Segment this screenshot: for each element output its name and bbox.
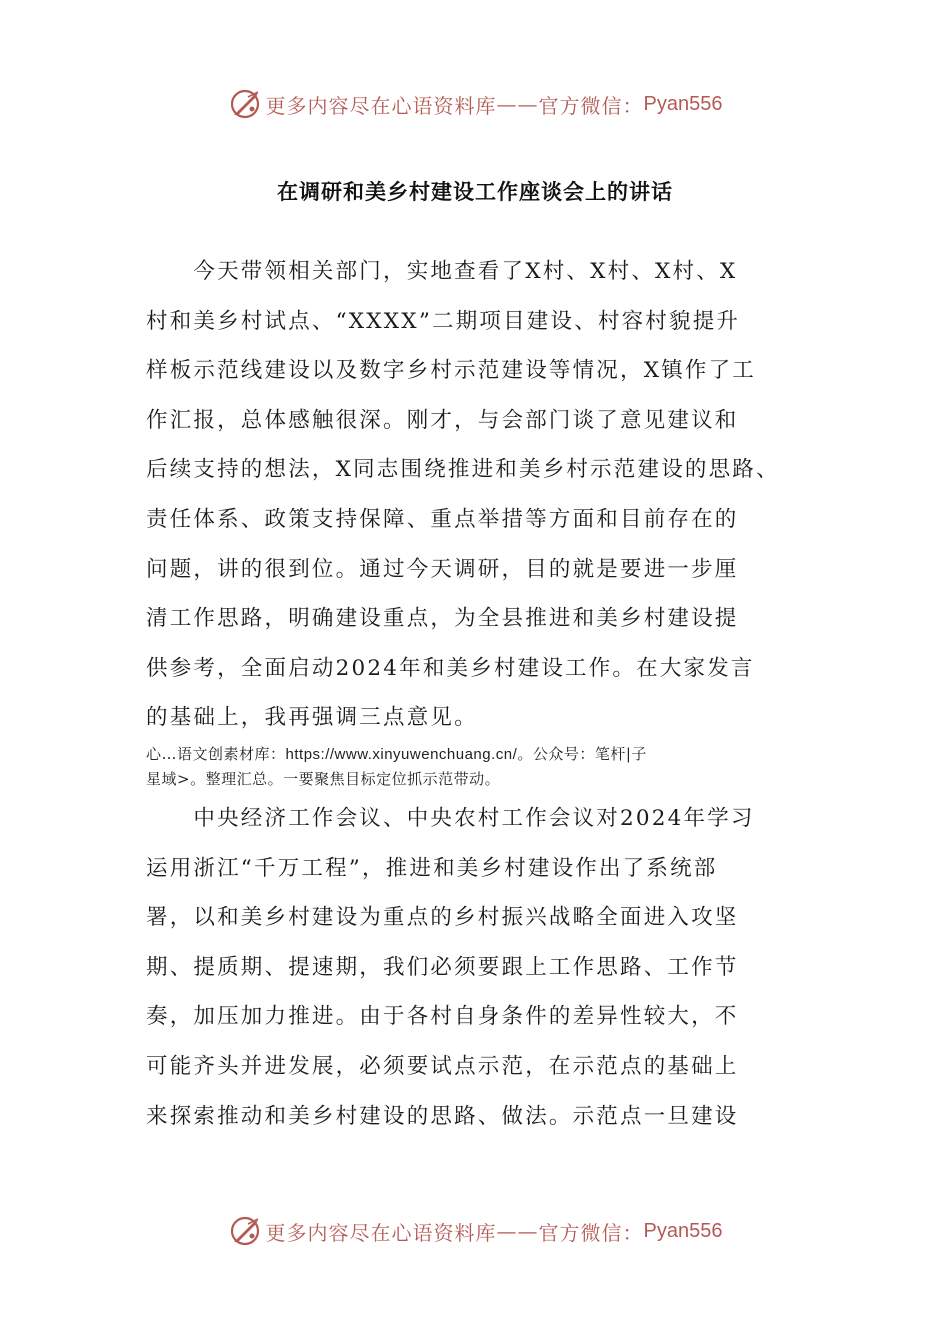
paragraph-1: 今天带领相关部门，实地查看了X村、X村、X村、X 村和美乡村试点、“XXXX”二期项目建设、村容村貌提升 样板示范线建设以及数字乡村示范建设等情况，X镇作了工 作汇报，总体感触很深。刚才，与会部门谈了意见建议和 后续支持的想法，X同志围绕推进和美乡村示范建设的思路、 责任体系、政策支持保障、重点举措等方面和目前存在的 问题，讲的很到位。通过今天调研，目的就是要进一步厘 清工作思路，明确建设重点，为全县推进和美乡村建设提 供参考，全面启动2024年和美乡村建设工作。在大家发言 的基础上，我再强调三点意见。 — [146, 259, 780, 731]
footer-separator: —— — [496, 1219, 539, 1243]
header-banner — [0, 84, 950, 124]
document-title: 在调研和美乡村建设工作座谈会上的讲话 — [277, 180, 673, 204]
source-note-prefix: 心…语文创素材库： — [146, 745, 286, 763]
footer-wechat-id: Pyan556 — [643, 1219, 723, 1242]
source-note — [146, 742, 816, 791]
banner-wechat-label: 官方微信： — [538, 93, 644, 118]
source-note-suffix: 。公众号：笔杆|子 星域>。整理汇总。一要聚焦目标定位抓示范带动。 — [146, 745, 647, 788]
footer-banner — [0, 1211, 950, 1251]
footer-wechat-label: 官方微信： — [538, 1220, 644, 1245]
quill-logo-icon — [228, 87, 262, 121]
source-note-url[interactable]: https://www.xinyuwenchuang.cn/ — [285, 746, 518, 763]
quill-logo-icon — [228, 1214, 262, 1248]
banner-slogan: 更多内容尽在心语资料库 — [265, 93, 497, 118]
banner-wechat-id: Pyan556 — [643, 92, 723, 115]
footer-slogan: 更多内容尽在心语资料库 — [265, 1220, 497, 1245]
banner-separator: —— — [496, 92, 539, 116]
paragraph-2: 中央经济工作会议、中央农村工作会议对2024年学习 运用浙江“千万工程”，推进和美乡村建设作出了系统部 署，以和美乡村建设为重点的乡村振兴战略全面进入攻坚 期、提质期、提速期，我们必须要跟上工作思路、工作节 奏，加压加力推进。由于各村自身条件的差异性较大，不 可能齐头并进发展，必须要试点示范，在示范点的基础上 来探索推动和美乡村建设的思路、做法。示范点一旦建设 — [146, 806, 755, 1129]
